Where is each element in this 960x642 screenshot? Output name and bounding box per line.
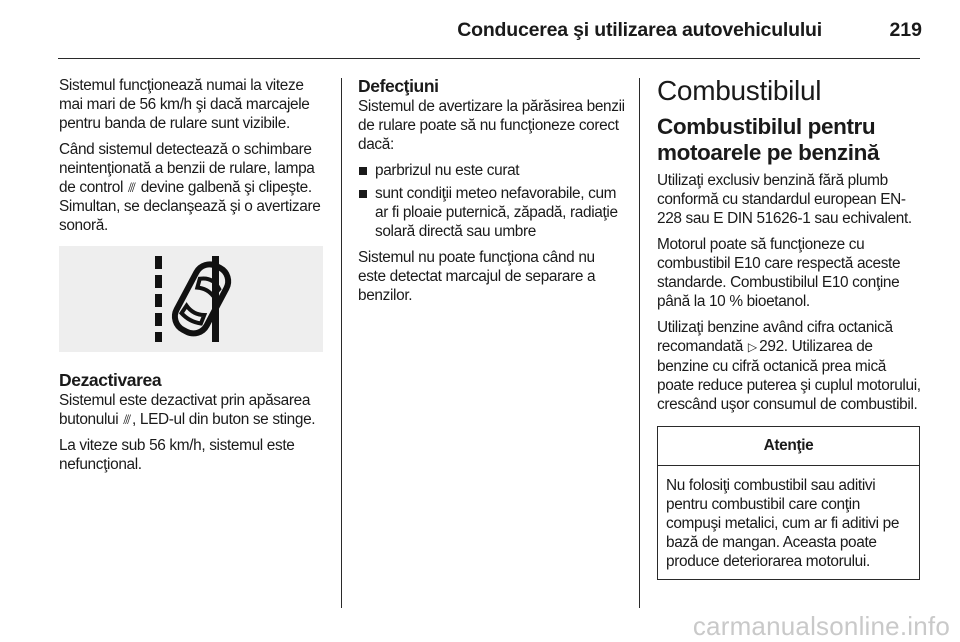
- paragraph-detection: [59, 140, 327, 235]
- column-divider-2: [639, 78, 640, 608]
- page-number: 219: [889, 19, 922, 41]
- column-3: [657, 76, 922, 580]
- section-subtitle: Combustibilul pentru motoarele pe benzină: [657, 114, 880, 165]
- section-title: Combustibilul: [657, 75, 822, 106]
- watermark: carmanualsonline.info: [692, 611, 950, 641]
- lane-departure-icon: ⫻: [123, 412, 132, 427]
- paragraph-detection-part-2: devine galbenă şi clipeşte. Simultan, se declanşează şi o avertizare sonoră.: [59, 179, 321, 234]
- header-title: Conducerea şi utilizarea autovehiculului: [457, 19, 822, 41]
- caution-body: Nu folosiţi combustibil sau aditivi pentru combustibil care conţin compuşi metalici, cum ar fi aditivi pe bază de mangan. Aceasta poate produce deteriorarea motorului.: [666, 477, 900, 570]
- column-1: [59, 76, 327, 481]
- paragraph-deactivation: [59, 391, 327, 429]
- paragraph-malfunction-closing: Sistemul nu poate funcţiona când nu este detectat marcajul de separare a benzilor.: [358, 249, 596, 304]
- paragraph-e10: Motorul poate să funcţioneze cu combustibil E10 care respectă aceste standarde. Combustibilul E10 conţine până la 10 % bioetanol.: [657, 236, 901, 310]
- paragraph-octane-part-2: . Utilizarea de benzine cu cifră octanică prea mică poate reduce puterea şi cuplul motorului, crescând uşor consumul de combustibil.: [657, 338, 921, 413]
- paragraph-malfunction-intro: Sistemul de avertizare la părăsirea benzii de rulare poate să nu funcţioneze corect dacă:: [358, 98, 625, 153]
- list-item: sunt condiţii meteo nefavorabile, cum ar fi ploaie puternică, zăpadă, radiaţie solară directă sau umbre: [358, 184, 626, 241]
- paragraph-octane: [657, 318, 922, 414]
- paragraph-deactivation-part-2: , LED-ul din buton se stinge.: [132, 411, 316, 428]
- malfunction-list: [358, 161, 626, 241]
- paragraph-low-speed: La viteze sub 56 km/h, sistemul este nefuncţional.: [59, 437, 295, 473]
- page-reference-link[interactable]: 292: [759, 338, 784, 355]
- lane-departure-illustration: [59, 246, 323, 352]
- lane-departure-icon: [59, 246, 323, 352]
- paragraph-octane-part-1: Utilizaţi benzine având cifra octanică recomandată: [657, 319, 893, 355]
- paragraph-detection-part-1: Când sistemul detectează o schimbare neintenţionată a benzii de rulare, lampa de control: [59, 141, 315, 196]
- lane-departure-icon: ⫻: [128, 180, 136, 195]
- paragraph-unleaded: Utilizaţi exclusiv benzină fără plumb conformă cu standardul european EN-228 sau E DIN 51626-1 sau echivalent.: [657, 172, 912, 227]
- page-header: [0, 0, 960, 58]
- list-item: parbrizul nu este curat: [358, 161, 626, 180]
- caution-box: [657, 426, 920, 580]
- header-divider: [58, 58, 920, 59]
- caution-title: Atenţie: [658, 427, 919, 466]
- defectiuni-heading: Defecţiuni: [358, 76, 439, 96]
- column-2: [358, 76, 626, 312]
- paragraph-deactivation-part-1: Sistemul este dezactivat prin apăsarea butonului: [59, 392, 311, 428]
- dezactivarea-heading: Dezactivarea: [59, 370, 162, 390]
- column-divider-1: [341, 78, 342, 608]
- page-reference-arrow-icon: ▷: [747, 340, 758, 354]
- paragraph-operating-speed: Sistemul funcţionează numai la viteze mai mari de 56 km/h şi dacă marcajele pentru banda de rulare sunt vizibile.: [59, 77, 310, 132]
